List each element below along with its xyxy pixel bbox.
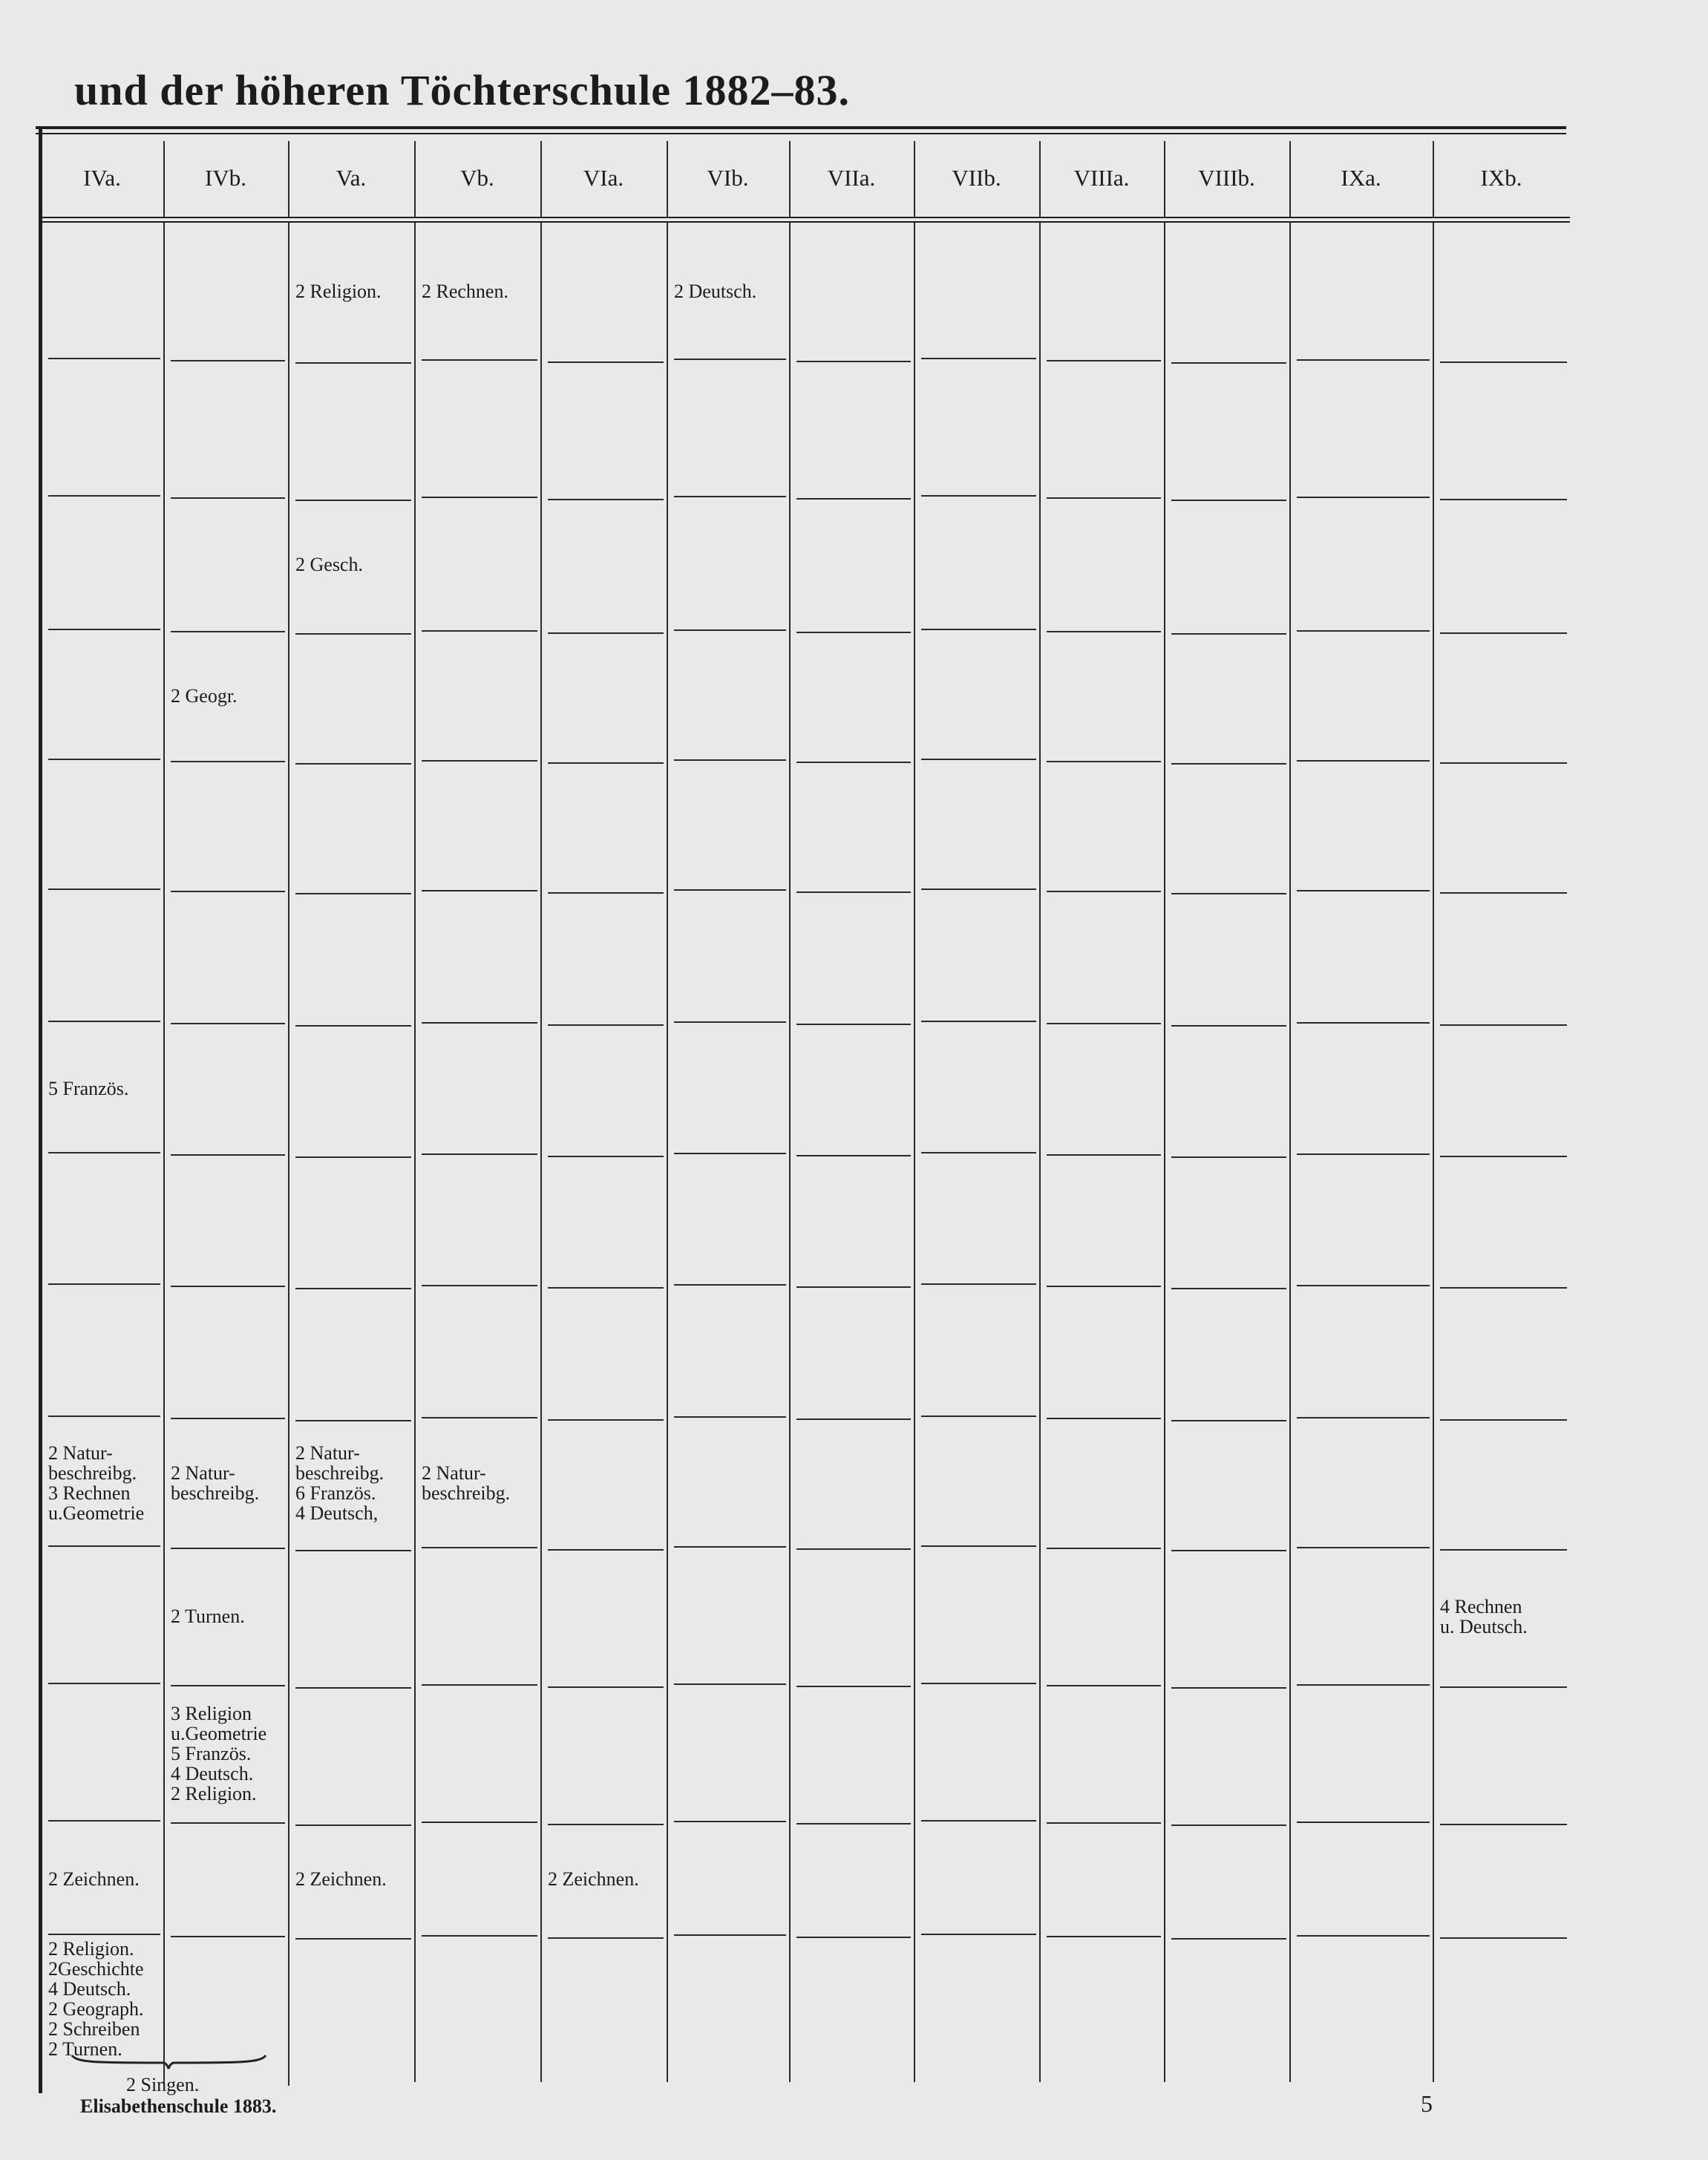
row-divider <box>1297 1684 1430 1686</box>
schedule-entry: 2 Religion. <box>295 281 382 302</box>
row-divider <box>1047 360 1161 361</box>
row-divider <box>921 1545 1036 1547</box>
row-divider <box>1440 1287 1567 1289</box>
row-divider <box>674 1153 786 1154</box>
row-divider <box>422 1285 537 1286</box>
header-divider <box>414 141 416 217</box>
row-divider <box>171 1418 285 1419</box>
column-divider <box>1039 223 1041 2082</box>
row-divider <box>1440 1549 1567 1551</box>
row-divider <box>1171 1824 1286 1826</box>
row-divider <box>1440 1824 1567 1825</box>
row-divider <box>1171 500 1286 501</box>
row-divider <box>1440 1156 1567 1157</box>
row-divider <box>1171 1938 1286 1940</box>
row-divider <box>796 1418 911 1420</box>
header-divider <box>163 141 165 217</box>
row-divider <box>796 891 911 893</box>
header-divider <box>667 141 668 217</box>
schedule-entry: 2 Natur- beschreibg. 6 Französ. 4 Deutsch, <box>295 1442 385 1524</box>
row-divider <box>1047 1936 1161 1937</box>
row-divider <box>295 1687 411 1689</box>
row-divider <box>1440 499 1567 500</box>
row-divider <box>48 1416 160 1417</box>
row-divider <box>295 1288 411 1289</box>
table-header <box>41 141 1570 215</box>
row-divider <box>1047 1418 1161 1419</box>
row-divider <box>548 892 664 894</box>
row-divider <box>1047 891 1161 892</box>
brace <box>71 2052 267 2070</box>
row-divider <box>1297 630 1430 632</box>
row-divider <box>295 362 411 364</box>
row-divider <box>48 759 160 760</box>
row-divider <box>1171 1025 1286 1027</box>
row-divider <box>674 1546 786 1548</box>
column-header: VIIIb. <box>1198 165 1255 191</box>
column-divider <box>163 223 165 2086</box>
row-divider <box>295 1938 411 1940</box>
row-divider <box>422 1417 537 1418</box>
row-divider <box>796 1686 911 1687</box>
row-divider <box>48 629 160 630</box>
row-divider <box>1171 633 1286 635</box>
row-divider <box>1171 1156 1286 1158</box>
row-divider <box>796 1286 911 1288</box>
row-divider <box>1440 892 1567 894</box>
row-divider <box>548 762 664 764</box>
row-divider <box>1171 1420 1286 1421</box>
left-border <box>39 126 42 2093</box>
schedule-entry: 5 Französ. <box>48 1078 129 1099</box>
row-divider <box>921 1416 1036 1417</box>
footer-left: Elisabethenschule 1883. <box>80 2095 277 2117</box>
row-divider <box>171 1286 285 1287</box>
schedule-entry: 2 Gesch. <box>295 554 363 575</box>
header-divider <box>1433 141 1434 217</box>
row-divider <box>548 1156 664 1157</box>
row-divider <box>796 1548 911 1550</box>
row-divider <box>1440 1937 1567 1939</box>
row-divider <box>171 1548 285 1549</box>
row-divider <box>48 888 160 890</box>
row-divider <box>295 893 411 894</box>
row-divider <box>548 632 664 634</box>
column-header: VIb. <box>707 165 749 191</box>
row-divider <box>48 1152 160 1153</box>
row-divider <box>1047 1286 1161 1287</box>
row-divider <box>171 497 285 499</box>
column-header: VIIIa. <box>1073 165 1130 191</box>
row-divider <box>171 891 285 892</box>
row-divider <box>171 1154 285 1156</box>
column-header: IXa. <box>1341 165 1381 191</box>
schedule-entry: 2 Geogr. <box>171 685 238 707</box>
column-header: VIa. <box>583 165 624 191</box>
row-divider <box>295 1025 411 1027</box>
row-divider <box>1171 763 1286 765</box>
row-divider <box>171 761 285 762</box>
row-divider <box>674 889 786 891</box>
header-rule-1 <box>41 217 1570 218</box>
row-divider <box>1297 890 1430 891</box>
row-divider <box>1047 1023 1161 1024</box>
row-divider <box>1047 1822 1161 1824</box>
row-divider <box>1440 1024 1567 1026</box>
row-divider <box>295 1550 411 1551</box>
row-divider <box>48 358 160 359</box>
schedule-entry: 2 Turnen. <box>171 1606 245 1627</box>
schedule-entry: 2 Natur- beschreibg. <box>171 1462 260 1504</box>
schedule-entry: 3 Religion u.Geometrie 5 Französ. 4 Deutsch. 2 Religion. <box>171 1703 267 1804</box>
schedule-entry: 2 Zeichnen. <box>48 1868 140 1890</box>
row-divider <box>921 759 1036 760</box>
row-divider <box>422 1022 537 1024</box>
row-divider <box>548 1419 664 1421</box>
row-divider <box>674 1934 786 1936</box>
schedule-entry: 2 Deutsch. <box>674 281 757 302</box>
column-divider <box>414 223 416 2082</box>
row-divider <box>921 888 1036 890</box>
row-divider <box>1297 497 1430 498</box>
page-number: 5 <box>1421 2090 1433 2117</box>
row-divider <box>171 360 285 361</box>
row-divider <box>796 632 911 633</box>
column-divider <box>540 223 542 2082</box>
column-header: IXb. <box>1480 165 1522 191</box>
row-divider <box>548 361 664 363</box>
row-divider <box>1440 632 1567 634</box>
column-header: Vb. <box>460 165 494 191</box>
row-divider <box>921 1021 1036 1022</box>
row-divider <box>1297 1022 1430 1024</box>
row-divider <box>674 496 786 497</box>
row-divider <box>548 1824 664 1825</box>
row-divider <box>171 1023 285 1024</box>
row-divider <box>48 1545 160 1547</box>
row-divider <box>1297 1547 1430 1548</box>
row-divider <box>1047 631 1161 632</box>
row-divider <box>48 1820 160 1822</box>
row-divider <box>548 1686 664 1688</box>
column-divider <box>1289 223 1291 2082</box>
row-divider <box>796 1155 911 1156</box>
row-divider <box>171 1936 285 1937</box>
row-divider <box>674 759 786 761</box>
column-divider <box>667 223 668 2082</box>
row-divider <box>1047 1154 1161 1156</box>
schedule-entry: 4 Rechnen u. Deutsch. <box>1440 1596 1528 1637</box>
header-divider <box>1164 141 1165 217</box>
row-divider <box>796 1937 911 1938</box>
row-divider <box>422 1153 537 1155</box>
header-divider <box>1289 141 1291 217</box>
row-divider <box>674 1284 786 1286</box>
column-divider <box>1164 223 1165 2082</box>
row-divider <box>921 1820 1036 1822</box>
top-rule-thick <box>36 126 1566 129</box>
row-divider <box>48 495 160 497</box>
row-divider <box>295 1824 411 1826</box>
row-divider <box>548 1549 664 1551</box>
row-divider <box>1297 760 1430 762</box>
row-divider <box>1047 1685 1161 1686</box>
column-divider <box>789 223 791 2082</box>
row-divider <box>921 358 1036 359</box>
column-header: IVb. <box>205 165 246 191</box>
column-divider <box>914 223 915 2082</box>
row-divider <box>48 1934 160 1935</box>
row-divider <box>171 631 285 632</box>
column-header: VIIb. <box>952 165 1001 191</box>
row-divider <box>548 499 664 500</box>
row-divider <box>422 760 537 762</box>
row-divider <box>921 495 1036 497</box>
column-header: IVa. <box>83 165 121 191</box>
schedule-entry: 2 Natur- beschreibg. 3 Rechnen u.Geometrie <box>48 1442 145 1524</box>
row-divider <box>674 1821 786 1822</box>
row-divider <box>1047 497 1161 499</box>
row-divider <box>1171 893 1286 894</box>
row-divider <box>674 1416 786 1418</box>
row-divider <box>1047 1548 1161 1549</box>
row-divider <box>1440 1686 1567 1688</box>
row-divider <box>921 1152 1036 1153</box>
header-divider <box>540 141 542 217</box>
row-divider <box>921 1683 1036 1684</box>
row-divider <box>48 1283 160 1285</box>
row-divider <box>1297 359 1430 361</box>
header-rule-2 <box>41 221 1570 223</box>
header-divider <box>1039 141 1041 217</box>
row-divider <box>1297 1285 1430 1286</box>
row-divider <box>674 629 786 631</box>
row-divider <box>422 890 537 891</box>
row-divider <box>1440 1419 1567 1421</box>
row-divider <box>1297 1822 1430 1823</box>
row-divider <box>796 1024 911 1025</box>
header-divider <box>789 141 791 217</box>
row-divider <box>422 1547 537 1548</box>
column-header: VIIa. <box>827 165 876 191</box>
row-divider <box>796 762 911 763</box>
schedule-entry: 2 Rechnen. <box>422 281 508 302</box>
row-divider <box>295 1156 411 1158</box>
row-divider <box>1297 1153 1430 1155</box>
schedule-entry: 2 Religion. 2Geschichte 4 Deutsch. 2 Geograph. 2 Schreiben 2 Turnen. <box>48 1938 144 2060</box>
schedule-entry: 2 Zeichnen. <box>548 1868 639 1890</box>
row-divider <box>921 629 1036 630</box>
row-divider <box>1171 1550 1286 1551</box>
column-header: Va. <box>336 165 367 191</box>
row-divider <box>295 500 411 501</box>
row-divider <box>1171 362 1286 364</box>
row-divider <box>674 1021 786 1023</box>
column-divider <box>1433 223 1434 2082</box>
header-divider <box>914 141 915 217</box>
row-divider <box>796 498 911 500</box>
row-divider <box>1297 1935 1430 1937</box>
row-divider <box>295 633 411 635</box>
row-divider <box>422 1822 537 1823</box>
row-divider <box>1297 1417 1430 1418</box>
row-divider <box>674 359 786 360</box>
row-divider <box>548 1937 664 1939</box>
row-divider <box>295 763 411 765</box>
row-divider <box>171 1685 285 1686</box>
row-divider <box>48 1021 160 1022</box>
row-divider <box>48 1683 160 1684</box>
row-divider <box>921 1934 1036 1935</box>
row-divider <box>796 361 911 362</box>
row-divider <box>422 1684 537 1686</box>
combined-note: 2 Singen. <box>126 2074 200 2095</box>
row-divider <box>1171 1687 1286 1689</box>
row-divider <box>548 1287 664 1289</box>
schedule-entry: 2 Zeichnen. <box>295 1868 387 1890</box>
row-divider <box>422 630 537 632</box>
row-divider <box>295 1420 411 1421</box>
row-divider <box>674 1683 786 1685</box>
row-divider <box>548 1024 664 1026</box>
row-divider <box>1171 1288 1286 1289</box>
row-divider <box>1440 361 1567 363</box>
header-divider <box>288 141 289 217</box>
page-title: und der höheren Töchterschule 1882–83. <box>74 66 851 114</box>
row-divider <box>796 1823 911 1824</box>
row-divider <box>422 359 537 361</box>
schedule-entry: 2 Natur- beschreibg. <box>422 1462 511 1504</box>
column-divider <box>288 223 289 2086</box>
row-divider <box>422 1935 537 1937</box>
row-divider <box>921 1283 1036 1285</box>
top-rule-thin <box>36 133 1566 134</box>
row-divider <box>1440 762 1567 764</box>
row-divider <box>171 1822 285 1824</box>
row-divider <box>422 497 537 498</box>
row-divider <box>1047 761 1161 762</box>
